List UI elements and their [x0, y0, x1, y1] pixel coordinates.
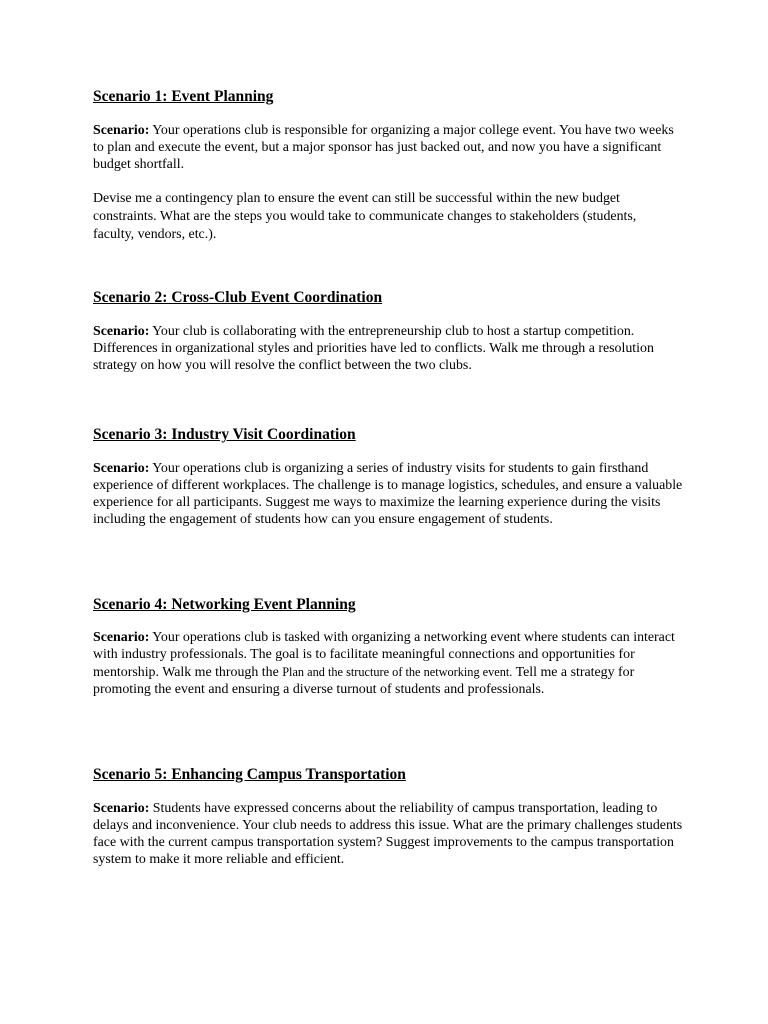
- scenario-3-description: [93, 461, 683, 529]
- scenario-2-section: [93, 289, 683, 373]
- scenario-1-body: Your operations club is responsible for organizing a major college event. You have two weeks to plan and execute the event, but a major sponsor has just backed out, and now you have a significant budget shortfall.: [93, 123, 674, 172]
- scenario-1-title: Scenario 1: Event Planning: [93, 88, 274, 105]
- scenario-2-description: [93, 324, 683, 375]
- scenario-4-body-b: Tell me a strategy for promoting the event and ensuring a diverse turnout of students and professionals.: [93, 664, 635, 697]
- scenario-5-lead: Scenario:: [93, 801, 150, 816]
- scenario-2-lead: Scenario:: [93, 324, 150, 339]
- scenario-4-title: Scenario 4: Networking Event Planning: [93, 596, 356, 613]
- scenario-5-body: Students have expressed concerns about the reliability of campus transportation, leading to delays and inconvenience. Your club needs to address this issue. What are the primary challenges students face with the current campus transportation system? Suggest improvements to the campus transportation system to make it more reliable and efficient.: [93, 801, 683, 867]
- scenario-5-description: [93, 801, 683, 869]
- scenario-1-task: Devise me a contingency plan to ensure the event can still be successful within the new budget constraints. What are the steps you would take to communicate changes to stakeholders (students, faculty, vendors, etc.).: [93, 191, 637, 242]
- scenario-3-section: [93, 426, 683, 527]
- scenario-5-title: Scenario 5: Enhancing Campus Transportation: [93, 766, 406, 783]
- scenario-2-body: Your club is collaborating with the entrepreneurship club to host a startup competition. Differences in organizational styles and priorities have led to conflicts. Walk me through a resolution strategy on how you will resolve the conflict between the two clubs.: [93, 324, 654, 373]
- scenario-4-section: [93, 596, 683, 697]
- scenario-4-lead: Scenario:: [93, 630, 150, 645]
- scenario-4-description: [93, 630, 683, 699]
- scenario-2-title: Scenario 2: Cross-Club Event Coordination: [93, 289, 383, 306]
- scenario-1-section: [93, 88, 683, 242]
- scenario-4-body-small: Plan and the structure of the networking event.: [282, 664, 513, 679]
- scenario-1-lead: Scenario:: [93, 123, 150, 138]
- scenario-5-section: [93, 766, 683, 867]
- scenario-3-body: Your operations club is organizing a series of industry visits for students to gain firsthand experience of different workplaces. The challenge is to manage logistics, schedules, and ensure a valuable experience for all participants. Suggest me ways to maximize the learning experience during the visits including the engagement of students how can you ensure engagement of students.: [93, 461, 683, 527]
- scenario-3-title: Scenario 3: Industry Visit Coordination: [93, 426, 356, 443]
- scenario-4-body-a: Your operations club is tasked with organizing a networking event where students can interact with industry professionals. The goal is to facilitate meaningful connections and opportunities for mentorship. Walk me through the: [93, 630, 675, 680]
- scenario-3-lead: Scenario:: [93, 461, 150, 476]
- scenario-1-description: [93, 123, 683, 174]
